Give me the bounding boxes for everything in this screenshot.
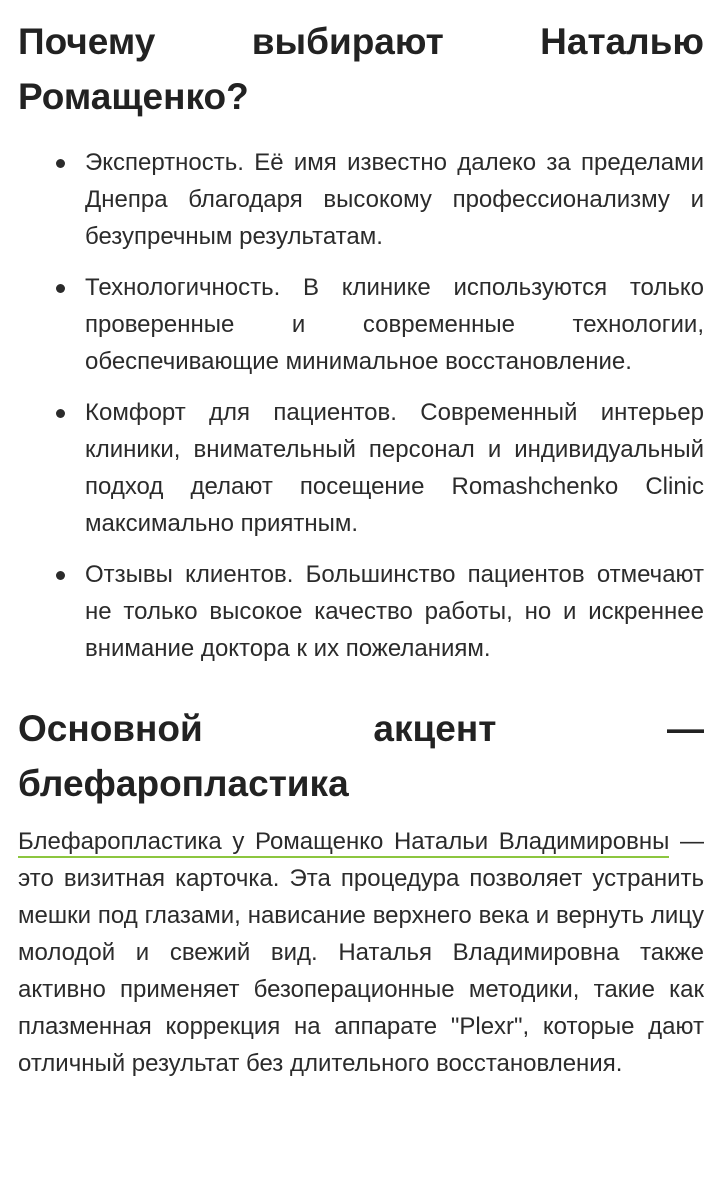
- list-item: [18, 144, 704, 255]
- bullet-icon: [56, 571, 65, 580]
- blepharoplasty-paragraph: [18, 823, 704, 1082]
- article-content: [18, 14, 704, 1082]
- bullet-icon: [56, 159, 65, 168]
- reasons-list: [18, 144, 704, 667]
- list-item: [18, 269, 704, 380]
- list-item-text: Комфорт для пациентов. Современный интерьер клиники, внимательный персонал и индивидуальный подход делают посещение Romashchenko Clinic максимально приятным.: [85, 399, 704, 537]
- section-heading-blepharoplasty: Основной акцент — блефаропластика: [18, 708, 704, 804]
- bullet-icon: [56, 284, 65, 293]
- list-item-text: Технологичность. В клинике используются только проверенные и современные технологии, обеспечивающие минимальное восстановление.: [85, 274, 704, 375]
- section-heading-why-choose: Почему выбирают Наталью Ромащенко?: [18, 21, 704, 117]
- list-item-text: Экспертность. Её имя известно далеко за пределами Днепра благодаря высокому профессионализму и безупречным результатам.: [85, 149, 704, 250]
- blepharoplasty-link[interactable]: Блефаропластика у Ромащенко Натальи Владимировны: [18, 828, 669, 858]
- paragraph-text: — это визитная карточка. Эта процедура позволяет устранить мешки под глазами, нависание верхнего века и вернуть лицу молодой и свежий вид. Наталья Владимировна также активно применяет безоперационные методики, такие как плазменная коррекция на аппарате "Plexr", которые дают отличный результат без длительного восстановления.: [18, 828, 704, 1077]
- list-item: [18, 556, 704, 667]
- bullet-icon: [56, 409, 65, 418]
- list-item: [18, 394, 704, 542]
- list-item-text: Отзывы клиентов. Большинство пациентов отмечают не только высокое качество работы, но и искреннее внимание доктора к их пожеланиям.: [85, 561, 704, 662]
